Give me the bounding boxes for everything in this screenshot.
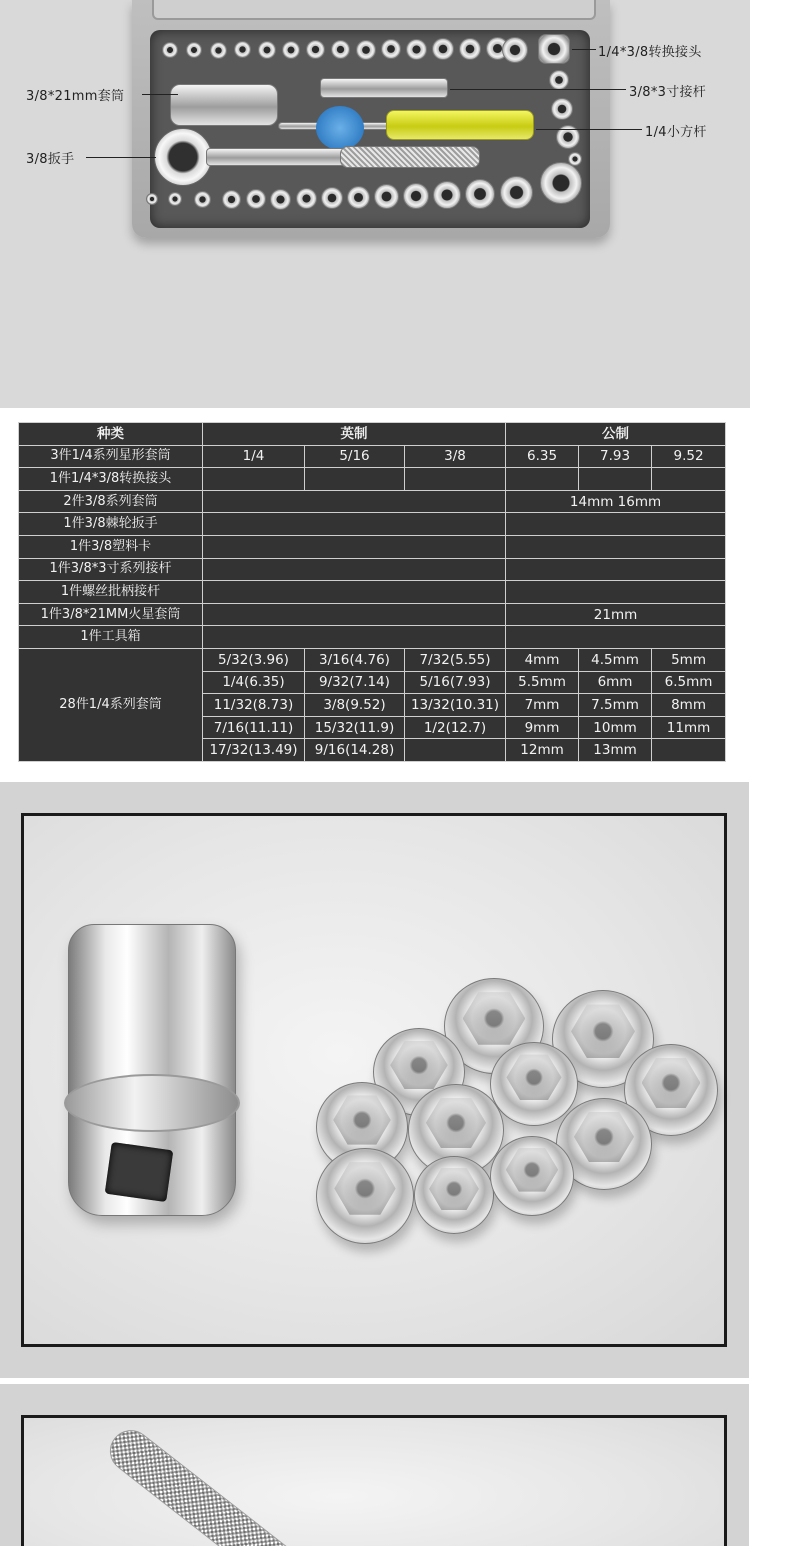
imperial-cell: 5/32(3.96) bbox=[203, 648, 305, 671]
ratchet-wrench-grip bbox=[340, 146, 480, 168]
socket bbox=[374, 184, 399, 209]
table-row bbox=[19, 490, 726, 513]
socket-21mm bbox=[170, 84, 278, 126]
table-row bbox=[19, 603, 726, 626]
socket bbox=[246, 189, 266, 209]
photo-frame bbox=[21, 813, 727, 1347]
socket bbox=[414, 1156, 494, 1234]
metric-cell: 4mm bbox=[506, 648, 579, 671]
socket bbox=[356, 40, 376, 60]
socket bbox=[258, 41, 276, 59]
row-label: 1件1/4*3/8转换接头 bbox=[19, 468, 203, 491]
imperial-merged-cell bbox=[203, 581, 506, 604]
header-imperial: 英制 bbox=[203, 423, 506, 446]
tool-case-hinge bbox=[152, 0, 596, 20]
table-row bbox=[19, 468, 726, 491]
socket bbox=[549, 70, 569, 90]
socket bbox=[146, 193, 158, 205]
imperial-merged-cell bbox=[203, 490, 506, 513]
socket bbox=[186, 42, 202, 58]
metric-cell: 13mm bbox=[579, 739, 652, 762]
metric-cell: 12mm bbox=[506, 739, 579, 762]
metric-cell: 11mm bbox=[652, 716, 726, 739]
metric-merged-cell bbox=[506, 581, 726, 604]
imperial-merged-cell bbox=[203, 513, 506, 536]
row-label: 1件工具箱 bbox=[19, 626, 203, 649]
table-row bbox=[19, 513, 726, 536]
socket bbox=[162, 42, 178, 58]
screwdriver-handle bbox=[386, 110, 534, 140]
metric-cell: 9mm bbox=[506, 716, 579, 739]
deep-socket-collar bbox=[64, 1074, 240, 1132]
socket bbox=[490, 1136, 574, 1216]
extension-bar-3in bbox=[320, 78, 448, 98]
row-label: 2件3/8系列套筒 bbox=[19, 490, 203, 513]
metric-merged-cell: 21mm bbox=[506, 603, 726, 626]
socket bbox=[403, 183, 429, 209]
imperial-cell: 9/16(14.28) bbox=[305, 739, 405, 762]
photo-frame bbox=[21, 1415, 727, 1546]
metric-cell: 5.5mm bbox=[506, 671, 579, 694]
row-label: 1件3/8*21MM火星套筒 bbox=[19, 603, 203, 626]
table-row bbox=[19, 626, 726, 649]
table-row bbox=[19, 558, 726, 581]
socket bbox=[210, 42, 227, 59]
socket bbox=[282, 41, 300, 59]
socket bbox=[296, 188, 317, 209]
imperial-merged-cell bbox=[203, 535, 506, 558]
imperial-cell: 9/32(7.14) bbox=[305, 671, 405, 694]
imperial-cell: 17/32(13.49) bbox=[203, 739, 305, 762]
metric-cell: 5mm bbox=[652, 648, 726, 671]
imperial-merged-cell bbox=[203, 626, 506, 649]
metric-merged-cell bbox=[506, 558, 726, 581]
metric-cell: 7mm bbox=[506, 694, 579, 717]
socket bbox=[168, 192, 182, 206]
socket bbox=[551, 98, 573, 120]
metric-cell bbox=[652, 739, 726, 762]
metric-cell: 9.52 bbox=[652, 445, 726, 468]
socket bbox=[500, 176, 533, 209]
metric-cell: 7.5mm bbox=[579, 694, 652, 717]
socket bbox=[316, 1148, 414, 1244]
imperial-cell bbox=[405, 739, 506, 762]
socket bbox=[433, 181, 461, 209]
callout-line bbox=[572, 49, 596, 50]
callout-socket-21mm: 3/8*21mm套筒 bbox=[26, 89, 125, 104]
imperial-cell: 3/16(4.76) bbox=[305, 648, 405, 671]
socket-group-label: 28件1/4系列套筒 bbox=[19, 648, 203, 761]
metric-cell: 6.5mm bbox=[652, 671, 726, 694]
socket bbox=[490, 1042, 578, 1126]
socket bbox=[465, 179, 495, 209]
socket bbox=[321, 187, 343, 209]
socket bbox=[331, 40, 350, 59]
imperial-merged-cell bbox=[203, 558, 506, 581]
metric-cell: 4.5mm bbox=[579, 648, 652, 671]
table-row bbox=[19, 581, 726, 604]
imperial-cell: 13/32(10.31) bbox=[405, 694, 506, 717]
socket bbox=[406, 39, 427, 60]
ratchet-wrench-head bbox=[154, 128, 212, 186]
socket bbox=[306, 40, 325, 59]
plastic-clip bbox=[316, 106, 364, 150]
callout-line bbox=[450, 89, 626, 90]
socket bbox=[270, 189, 291, 210]
table-row bbox=[19, 648, 726, 671]
callout-extension: 3/8*3寸接杆 bbox=[629, 85, 707, 100]
ratchet-wrench-shaft bbox=[206, 148, 346, 166]
adapter-socket bbox=[538, 34, 570, 64]
table-header-row bbox=[19, 423, 726, 446]
metric-cell: 7.93 bbox=[579, 445, 652, 468]
metric-merged-cell: 14mm 16mm bbox=[506, 490, 726, 513]
callout-wrench: 3/8扳手 bbox=[26, 152, 75, 167]
socket bbox=[459, 38, 481, 60]
socket bbox=[381, 39, 401, 59]
imperial-cell: 7/32(5.55) bbox=[405, 648, 506, 671]
table-row bbox=[19, 535, 726, 558]
callout-line bbox=[142, 94, 178, 95]
row-label: 1件3/8塑料卡 bbox=[19, 535, 203, 558]
metric-merged-cell bbox=[506, 513, 726, 536]
metric-cell bbox=[579, 468, 652, 491]
imperial-cell: 7/16(11.11) bbox=[203, 716, 305, 739]
imperial-cell bbox=[305, 468, 405, 491]
imperial-cell: 15/32(11.9) bbox=[305, 716, 405, 739]
header-type: 种类 bbox=[19, 423, 203, 446]
callout-quarter-bar: 1/4小方杆 bbox=[645, 125, 707, 140]
imperial-cell: 3/8 bbox=[405, 445, 506, 468]
callout-line bbox=[86, 157, 156, 158]
socket bbox=[347, 186, 370, 209]
socket bbox=[234, 41, 251, 58]
knurled-handle-bar bbox=[101, 1422, 308, 1546]
header-metric: 公制 bbox=[506, 423, 726, 446]
callout-adapter: 1/4*3/8转换接头 bbox=[598, 45, 702, 60]
socket bbox=[432, 38, 454, 60]
metric-merged-cell bbox=[506, 535, 726, 558]
socket bbox=[540, 162, 582, 204]
imperial-cell: 1/4 bbox=[203, 445, 305, 468]
metric-cell: 6mm bbox=[579, 671, 652, 694]
callout-line bbox=[536, 129, 642, 130]
bar-photo-section bbox=[0, 1384, 749, 1546]
metric-cell: 10mm bbox=[579, 716, 652, 739]
imperial-cell bbox=[405, 468, 506, 491]
row-label: 1件螺丝批柄接杆 bbox=[19, 581, 203, 604]
sockets-photo-section bbox=[0, 782, 749, 1378]
row-label: 3件1/4系列星形套筒 bbox=[19, 445, 203, 468]
spec-table bbox=[18, 422, 726, 762]
socket bbox=[502, 37, 528, 63]
socket bbox=[222, 190, 241, 209]
imperial-merged-cell bbox=[203, 603, 506, 626]
imperial-cell: 11/32(8.73) bbox=[203, 694, 305, 717]
table-row bbox=[19, 445, 726, 468]
tool-case-photo-section bbox=[0, 0, 750, 408]
metric-cell bbox=[506, 468, 579, 491]
metric-cell: 8mm bbox=[652, 694, 726, 717]
metric-cell bbox=[652, 468, 726, 491]
imperial-cell bbox=[203, 468, 305, 491]
row-label: 1件3/8*3寸系列接杆 bbox=[19, 558, 203, 581]
imperial-cell: 1/2(12.7) bbox=[405, 716, 506, 739]
row-label: 1件3/8棘轮扳手 bbox=[19, 513, 203, 536]
metric-cell: 6.35 bbox=[506, 445, 579, 468]
socket bbox=[194, 191, 211, 208]
metric-merged-cell bbox=[506, 626, 726, 649]
spec-table-section bbox=[18, 422, 725, 762]
imperial-cell: 5/16 bbox=[305, 445, 405, 468]
imperial-cell: 5/16(7.93) bbox=[405, 671, 506, 694]
imperial-cell: 1/4(6.35) bbox=[203, 671, 305, 694]
deep-socket-square-drive bbox=[105, 1142, 174, 1202]
imperial-cell: 3/8(9.52) bbox=[305, 694, 405, 717]
